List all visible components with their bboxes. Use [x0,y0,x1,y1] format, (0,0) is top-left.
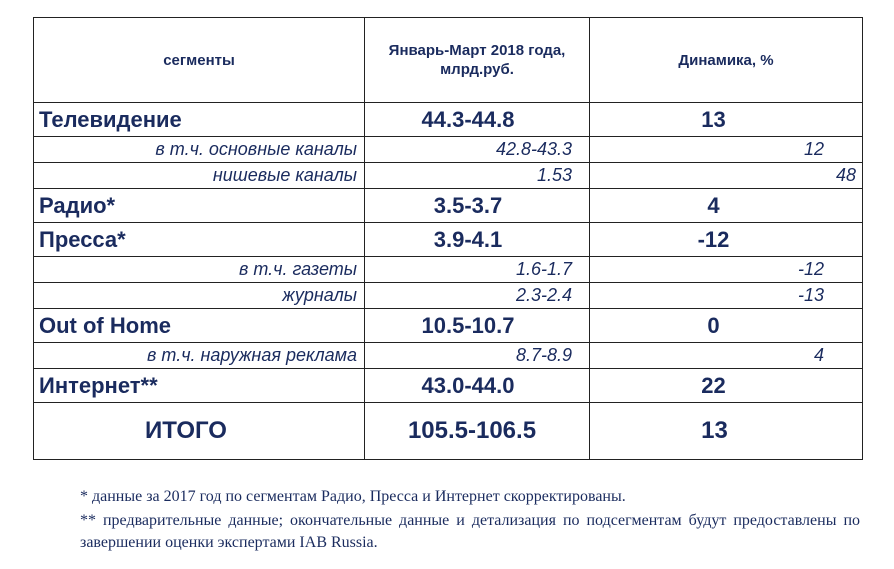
total-value: 105.5-106.5 [365,403,590,460]
header-dynamics: Динамика, % [590,18,863,103]
table-row [34,163,863,189]
ad-market-table [33,17,863,460]
segment-name: Интернет** [34,369,365,403]
table-row [34,369,863,403]
segment-dynamics: 4 [590,189,863,223]
table-row [34,137,863,163]
table-row [34,309,863,343]
segment-name: Out of Home [34,309,365,343]
subsegment-value: 1.53 [365,163,590,189]
segment-value: 3.9-4.1 [365,223,590,257]
total-row [34,403,863,460]
segment-value: 3.5-3.7 [365,189,590,223]
footnote-2: ** предварительные данные; окончательные данные и детализация по подсегментам будут предоставлены по завершении оценки экспертами IAB Russia. [80,512,860,551]
segment-value: 44.3-44.8 [365,103,590,137]
header-period: Январь-Март 2018 года, млрд.руб. [365,18,590,103]
subsegment-dynamics: 4 [590,343,863,369]
subsegment-value: 8.7-8.9 [365,343,590,369]
segment-value: 10.5-10.7 [365,309,590,343]
table-row [34,283,863,309]
segment-dynamics: 22 [590,369,863,403]
table-row [34,257,863,283]
header-segments: сегменты [34,18,365,103]
subsegment-name: журналы [34,283,365,309]
table-row [34,103,863,137]
segment-dynamics: 13 [590,103,863,137]
table-row [34,189,863,223]
total-dynamics: 13 [590,403,863,460]
subsegment-dynamics: 12 [590,137,863,163]
subsegment-value: 2.3-2.4 [365,283,590,309]
subsegment-dynamics: -12 [590,257,863,283]
header-row [34,18,863,103]
segment-value: 43.0-44.0 [365,369,590,403]
subsegment-name: нишевые каналы [34,163,365,189]
table-row [34,343,863,369]
segment-name: Радио* [34,189,365,223]
segment-name: Телевидение [34,103,365,137]
total-label: ИТОГО [34,403,365,460]
segment-dynamics: 0 [590,309,863,343]
footnote-1: * данные за 2017 год по сегментам Радио, Пресса и Интернет скорректированы. [80,488,626,505]
subsegment-value: 1.6-1.7 [365,257,590,283]
subsegment-dynamics: 48 [590,163,863,189]
segment-dynamics: -12 [590,223,863,257]
subsegment-name: в т.ч. основные каналы [34,137,365,163]
footnotes [80,486,860,554]
table-row [34,223,863,257]
segment-name: Пресса* [34,223,365,257]
subsegment-name: в т.ч. газеты [34,257,365,283]
subsegment-name: в т.ч. наружная реклама [34,343,365,369]
subsegment-dynamics: -13 [590,283,863,309]
subsegment-value: 42.8-43.3 [365,137,590,163]
